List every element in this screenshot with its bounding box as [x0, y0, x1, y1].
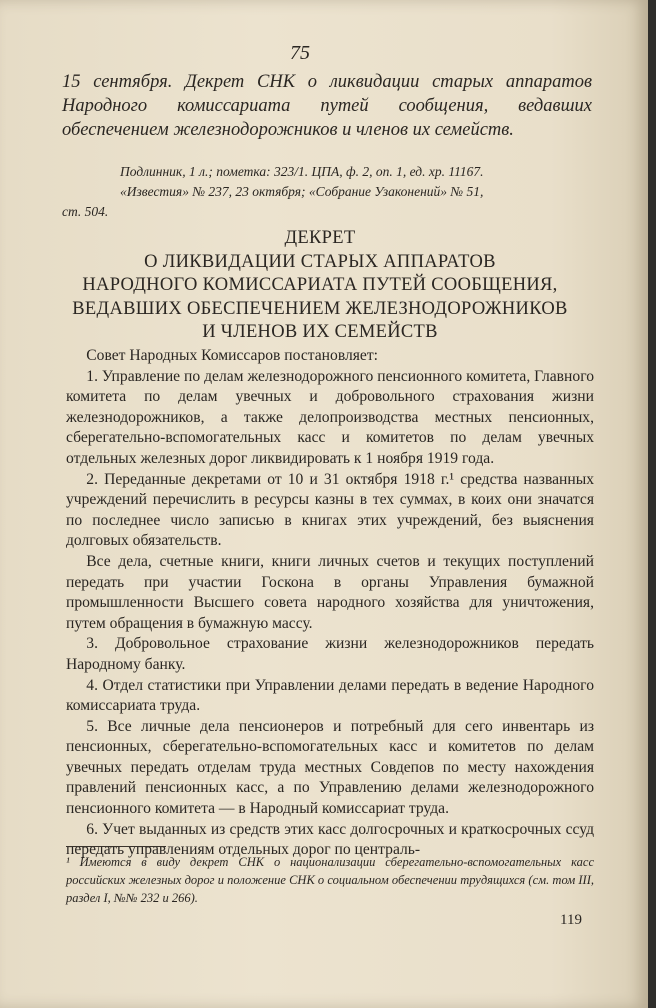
decree-body — [66, 346, 594, 861]
paragraph-3: 3. Добровольное страхование жизни железнодорожников передать Народному банку. — [66, 635, 594, 673]
source-line-1: Подлинник, 1 л.; пометка: 323/1. ЦПА, ф. 2, оп. 1, ед. хр. 11167. — [120, 164, 484, 179]
title-line: О ЛИКВИДАЦИИ СТАРЫХ АППАРАТОВ — [144, 251, 496, 272]
page-number-top: 75 — [290, 42, 310, 64]
paragraph-5: 5. Все личные дела пенсионеров и потребный для сего инвентарь из пенсионных, сберегательно-вспомогательных касс и комитетов по делам увечных передать отделам труда местных Совдепов по месту нахождения правлений пенсионных касс, а по Управлению делами железнодорожного пенсионного комитета — в Народный комиссариат труда. — [66, 717, 594, 818]
source-line-3: ст. 504. — [62, 204, 109, 219]
paragraph-2: 2. Переданные декретами от 10 и 31 октября 1918 г.¹ средства названных учреждений перечислить в ресурсы казны в тех суммах, в коих они значатся по последнее число записью в книгах этих учреждений, без выяснения долговых обязательств. — [66, 470, 594, 550]
title-line: ДЕКРЕТ — [284, 228, 356, 248]
title-line: И ЧЛЕНОВ ИХ СЕМЕЙСТВ — [202, 322, 438, 342]
decree-title — [40, 227, 600, 345]
page-number-bottom: 119 — [560, 912, 582, 928]
footnote: ¹ Имеются в виду декрет СНК о национализации сберегательно-вспомогательных касс российских железных дорог и положение СНК о социальном обеспечении трудящихся (см. том III, раздел I, №№ 232 и 266). — [66, 855, 594, 905]
document-summary: 15 сентября. Декрет СНК о ликвидации старых аппаратов Народного комиссариата путей сообщения, ведавших обеспечением железнодорожников и членов их семейств. — [62, 72, 592, 140]
source-line-2: «Известия» № 237, 23 октября; «Собрание Узаконений» № 51, — [120, 184, 484, 199]
title-line: ВЕДАВШИХ ОБЕСПЕЧЕНИЕМ ЖЕЛЕЗНОДОРОЖНИКОВ — [72, 298, 568, 319]
title-line: НАРОДНОГО КОМИССАРИАТА ПУТЕЙ СООБЩЕНИЯ, — [82, 275, 558, 295]
scan-edge — [648, 0, 656, 1008]
paragraph-6: 6. Учет выданных из средств этих касс долгосрочных и краткосрочных ссуд передать управлениям отдельных дорог по централь- — [66, 820, 594, 859]
paragraph-1: 1. Управление по делам железнодорожного пенсионного комитета, Главного комитета по делам увечных и добровольного страхования жизни железнодорожников, а также делопроизводства местных пенсионных, сберегательно-вспомогательных касс и комитетов по делам увечных отдельных железных дорог ликвидировать к 1 ноября 1919 года. — [66, 367, 594, 467]
paragraph-2-cont: Все дела, счетные книги, книги личных счетов и текущих поступлений передать при участии Госкона в органы Управления бумажной промышленности Высшего совета народного хозяйства для уничтожения, путем обращения в бумажную массу. — [66, 552, 594, 632]
preamble: Совет Народных Комиссаров постановляет: — [86, 347, 378, 364]
source-citation — [62, 162, 592, 222]
footnote-divider — [66, 846, 166, 847]
paragraph-4: 4. Отдел статистики при Управлении делами передать в ведение Народного комиссариата труда. — [66, 676, 594, 715]
